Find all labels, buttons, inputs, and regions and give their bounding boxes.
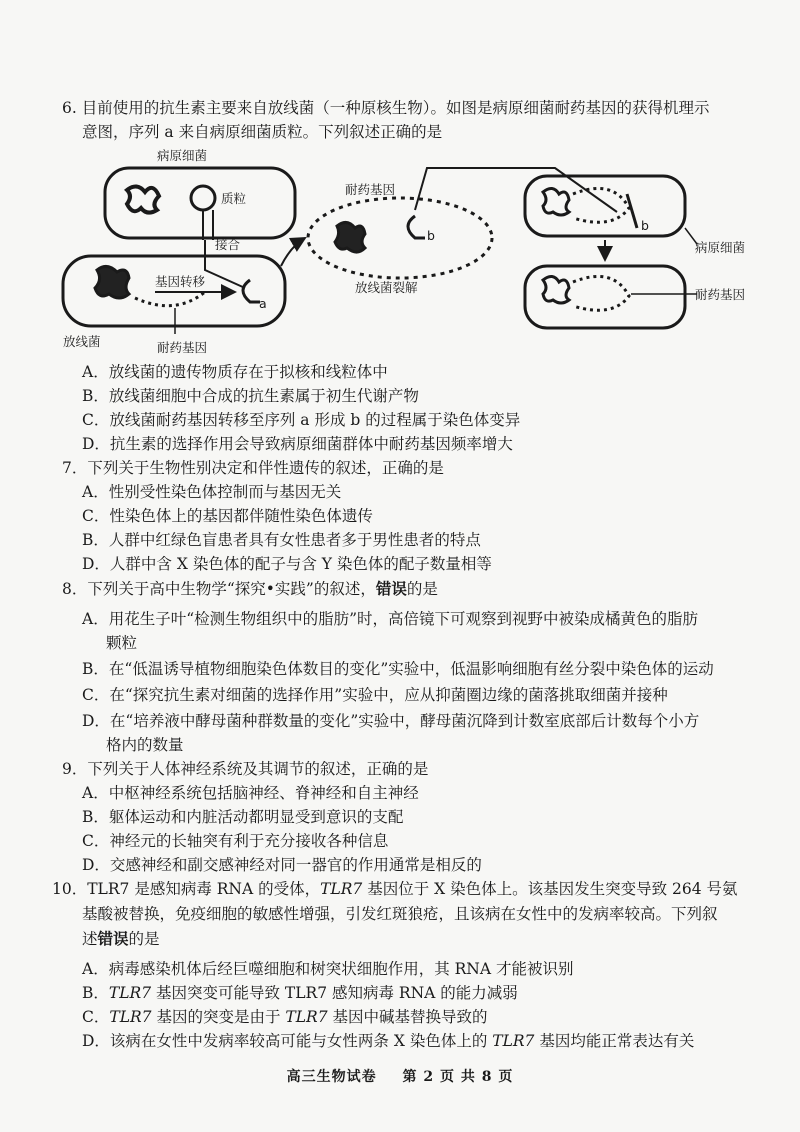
q10-optB-c: 基因突变可能导致 TLR7 感知病毒 RNA 的能力减弱 [151,984,518,1002]
gene-segment-b-mid [408,216,425,238]
label-plasmid: 质粒 [221,191,247,206]
label-b-right: b [641,218,649,233]
footer-subject: 高三生物试卷 [286,1069,377,1085]
label-resist-right: 耐药基因 [695,287,746,302]
q6-option-a: A．放线菌的遗传物质存在于拟核和线粒体中 [82,363,388,381]
q10-l3-c: 的是 [128,930,160,948]
q9-option-a: A．中枢神经系统包括脑神经、脊神经和自主神经 [82,784,419,802]
label-lysis: 放线菌裂解 [355,280,418,295]
q10-l1-c: 基因位于 X 染色体上。该基因发生突变导致 264 号氨 [362,880,738,898]
nucleoid-actinomycete [95,266,129,298]
q9-option-c: C．神经元的长轴突有利于充分接收各种信息 [82,832,389,850]
q10-optC-gene1: TLR7 [109,1008,152,1026]
q8-option-a-line2: 颗粒 [106,634,138,652]
q6-stem-line1: 6. 目前使用的抗生素主要来自放线菌（一种原核生物）。如图是病原细菌耐药基因的获得机理示 [62,99,710,117]
q8-option-c: C．在“探究抗生素对细菌的选择作用”实验中，应从抑菌圈边缘的菌落挑取细菌并接种 [82,686,668,704]
resistance-gene-diagram [55,148,785,358]
q10-l3-bold: 错误 [97,929,129,948]
conjugation-bridge [203,210,213,240]
q6-option-c: C．放线菌耐药基因转移至序列 a 形成 b 的过程属于染色体变异 [82,411,521,429]
label-a: a [259,296,267,311]
pathogen-cell-right-top [525,176,685,236]
q9-option-b: B．躯体运动和内脏活动都明显受到意识的支配 [82,808,404,826]
chromosome-dots [135,292,205,306]
q10-option-c [82,1005,488,1029]
q7-option-4: D．人群中含 X 染色体的配子与含 Y 染色体的配子数量相等 [82,555,492,573]
q8-option-b: B．在“低温诱导植物细胞染色体数目的变化”实验中，低温影响细胞有丝分裂中染色体的运动 [82,660,714,678]
q10-optC-gene2: TLR7 [285,1008,328,1026]
q6-option-b: B．放线菌细胞中合成的抗生素属于初生代谢产物 [82,387,419,405]
q10-optC-e: 基因中碱基替换导致的 [327,1008,488,1026]
q10-option-a: A．病毒感染机体后经巨噬细胞和树突状细胞作用，其 RNA 才能被识别 [82,960,574,978]
q10-optB-gene: TLR7 [108,984,152,1002]
q10-option-b [82,981,518,1005]
label-resist-mid: 耐药基因 [345,182,396,197]
q10-stem-line2: 基酸被替换，免疫细胞的敏感性增强，引发红斑狼疮，且该病在女性中的发病率较高。下列叙 [82,905,718,923]
q10-optC-c: 基因的突变是由于 [151,1008,286,1026]
q10-optD-c: 基因均能正常表达有关 [534,1032,695,1050]
label-pathogen-right: 病原细菌 [695,240,746,255]
q10-optD-gene: TLR7 [492,1032,535,1050]
label-resist-bottom: 耐药基因 [157,340,208,355]
nucleoid-right-bottom [543,276,569,303]
q10-stem-line1 [52,877,738,901]
q7-option-1: A．性别受性染色体控制而与基因无关 [82,483,342,501]
q10-option-d [82,1029,694,1053]
footer-page-number: 第 2 页 共 8 页 [402,1069,514,1085]
gene-segment-a [243,280,260,302]
q10-optD-a: D．该病在女性中发病率较高可能与女性两条 X 染色体上的 [82,1032,493,1050]
q9-stem: 9．下列关于人体神经系统及其调节的叙述，正确的是 [62,760,429,778]
q8-option-a-line1: A．用花生子叶“检测生物组织中的脂肪”时，高倍镜下可观察到视野中被染成橘黄色的脂肪 [82,610,699,628]
label-gene-transfer: 基因转移 [155,274,206,289]
plasmid-right-top [573,188,629,222]
q10-l3-a: 述 [82,930,98,948]
q8-stem [62,577,438,601]
label-pathogen-top: 病原细菌 [157,148,208,163]
nucleoid-right-top [543,188,569,215]
q7-option-2: C．性染色体上的基因都伴随性染色体遗传 [82,507,373,525]
plasmid-circle [191,186,215,210]
q6-stem-line2: 意图，序列 a 来自病原细菌质粒。下列叙述正确的是 [82,123,443,141]
label-actinomycete: 放线菌 [63,334,101,349]
q10-l1-gene: TLR7 [320,880,363,898]
q10-optB-a: B． [82,984,109,1002]
q7-stem: 7．下列关于生物性别决定和伴性遗传的叙述，正确的是 [62,459,444,477]
q8-stem-post: 的是 [406,580,438,598]
nucleoid-top [127,186,159,212]
q10-optC-a: C． [82,1008,110,1026]
q8-option-d-line2: 格内的数量 [106,736,184,754]
insert-b-right [627,194,637,228]
nucleoid-lysed [335,222,365,252]
q8-stem-bold: 错误 [375,579,407,598]
label-conjugation: 接合 [215,237,241,252]
q10-l1-a: 10．TLR7 是感知病毒 RNA 的受体， [52,880,321,898]
to-lysis-arrow [281,238,305,266]
q8-option-d-line1: D．在“培养液中酵母菌种群数量的变化”实验中，酵母菌沉降到计数室底部后计数每个小方 [82,712,700,730]
q9-option-d: D．交感神经和副交感神经对同一器官的作用通常是相反的 [82,856,482,874]
label-b-mid: b [427,228,435,243]
page-footer [0,1066,800,1086]
q8-stem-pre: 8．下列关于高中生物学“探究•实践”的叙述， [62,580,376,598]
lysed-actinomycete [308,198,492,278]
q10-stem-line3 [82,927,160,951]
q7-option-3: B．人群中红绿色盲患者具有女性患者多于男性患者的特点 [82,531,481,549]
q6-option-d: D．抗生素的选择作用会导致病原细菌群体中耐药基因频率增大 [82,435,513,453]
pathogen-cell-top [105,168,295,238]
plasmid-right-bottom [573,276,629,310]
